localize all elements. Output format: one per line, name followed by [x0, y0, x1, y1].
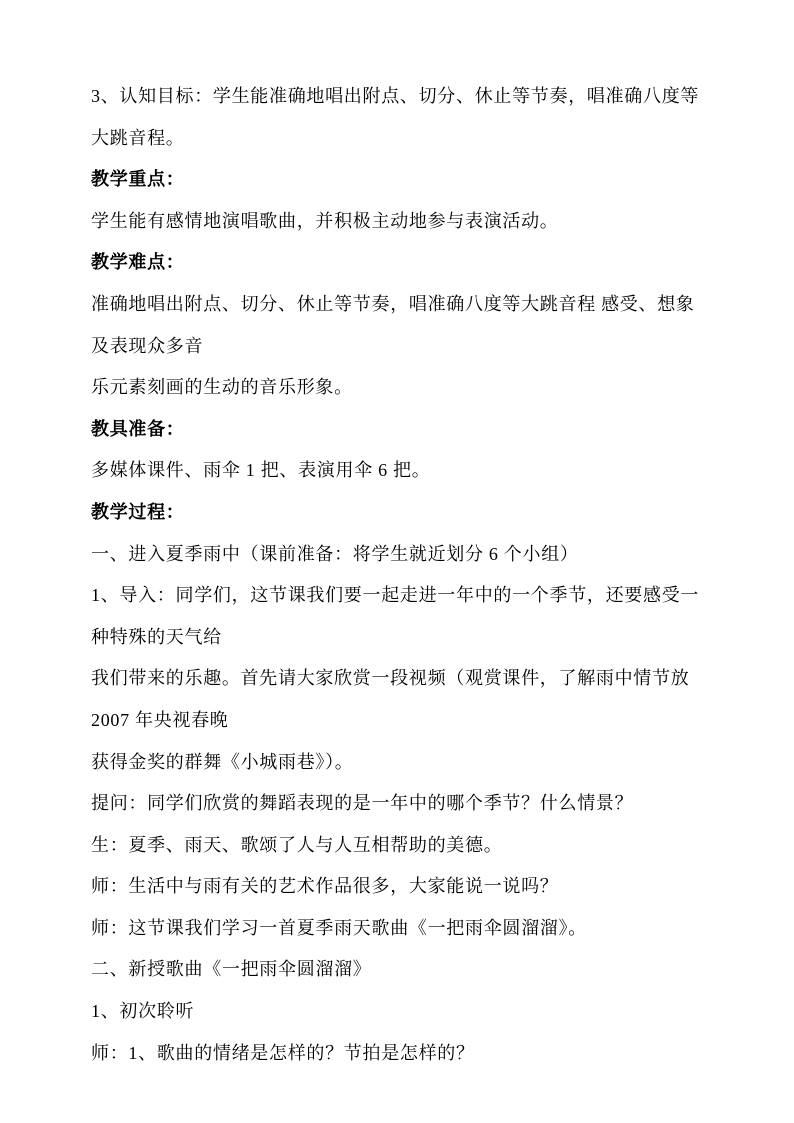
process-step-heading: 二、新授歌曲《一把雨伞圆溜溜》: [91, 959, 372, 980]
teacher-line: 师：1、歌曲的情绪是怎样的？节拍是怎样的？: [91, 1042, 475, 1063]
student-answer-line: 生：夏季、雨天、歌颂了人与人互相帮助的美德。: [91, 834, 503, 855]
substep-heading: 1、初次聆听: [91, 1001, 195, 1022]
difficulties-text-continued: 乐元素刻画的生动的音乐形象。: [91, 377, 353, 398]
materials-text: 多媒体课件、雨伞 1 把、表演用伞 6 把。: [91, 460, 431, 481]
process-paragraph-line: 1、导入：同学们，这节课我们要一起走进一年中的一个季节，还要感受一: [91, 585, 700, 606]
section-heading-key-points: 教学重点：: [91, 169, 185, 190]
document-body: [91, 76, 731, 1074]
teacher-line: 师：这节课我们学习一首夏季雨天歌曲《一把雨伞圆溜溜》。: [91, 917, 587, 938]
process-paragraph-line: 获得金奖的群舞《小城雨巷》）。: [91, 751, 354, 772]
difficulties-text: 准确地唱出附点、切分、休止等节奏，唱准确八度等大跳音程 感受、想象: [91, 293, 695, 314]
process-paragraph-line: 种特殊的天气给: [91, 626, 222, 647]
section-heading-difficulties: 教学难点：: [91, 252, 185, 273]
key-points-text: 学生能有感情地演唱歌曲，并积极主动地参与表演活动。: [91, 210, 559, 231]
cognitive-goal-line: 3、认知目标：学生能准确地唱出附点、切分、休止等节奏，唱准确八度等: [91, 86, 700, 106]
section-heading-materials: 教具准备：: [91, 418, 185, 439]
cognitive-goal-line-continued: 大跳音程。: [91, 127, 185, 148]
difficulties-text-continued: 及表现众多音: [91, 335, 204, 356]
section-heading-process: 教学过程：: [91, 501, 185, 522]
teacher-line: 师：生活中与雨有关的艺术作品很多，大家能说一说吗？: [91, 876, 559, 897]
process-paragraph-line: 2007 年央视春晚: [91, 709, 229, 730]
question-line: 提问：同学们欣赏的舞蹈表现的是一年中的哪个季节？什么情景？: [91, 793, 634, 814]
process-step-heading: 一、进入夏季雨中（课前准备：将学生就近划分 6 个小组）: [91, 543, 579, 564]
process-paragraph-line: 我们带来的乐趣。首先请大家欣赏一段视频（观赏课件，了解雨中情节放: [91, 668, 690, 689]
